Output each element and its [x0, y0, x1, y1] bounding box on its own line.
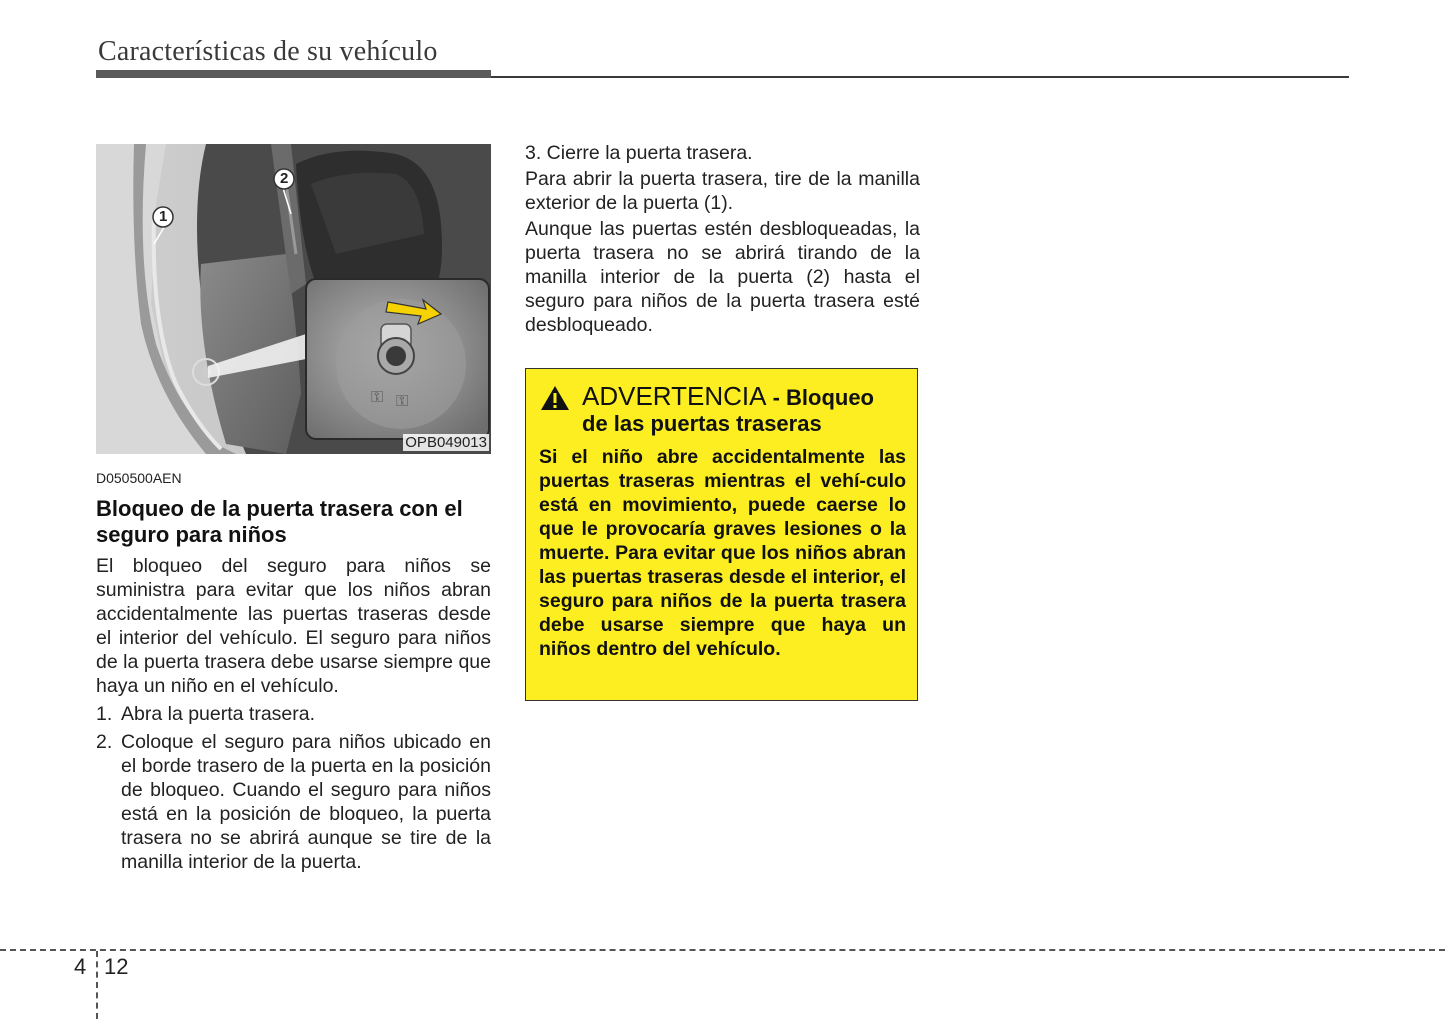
door-illustration — [96, 144, 491, 454]
warning-title-line2: de las puertas traseras — [582, 411, 822, 436]
step-number: 2. — [96, 731, 113, 753]
intro-paragraph: El bloqueo del seguro para niños se suministra para evitar que los niños abran accidentalmente las puertas traseras desde el interior del vehículo. El seguro para niños de la puerta trasera debe usarse siempre que haya un niño en el vehículo. — [96, 555, 491, 697]
warning-title-dash: - Bloqueo — [766, 385, 874, 410]
footer-vertical-rule — [96, 951, 98, 1019]
warning-header — [540, 383, 905, 437]
unlock-paragraph: Aunque las puertas estén desbloqueadas, la puerta trasera no se abrirá tirando de la manilla interior de la puerta (2) hasta el seguro para niños de la puerta trasera esté desbloqueado. — [525, 218, 920, 336]
document-code: D050500AEN — [96, 470, 182, 486]
left-column — [96, 470, 491, 878]
header-rule-thin — [491, 76, 1349, 78]
step-text: Coloque el seguro para niños ubicado en el borde trasero de la puerta en la posición de bloqueo. Cuando el seguro para niños está en la posición de bloqueo, la puerta trasera no se abrirá aunque se tire de la manilla interior de la puerta. — [121, 731, 491, 873]
step-item — [96, 702, 491, 726]
step-3-text: 3. Cierre la puerta trasera. — [525, 142, 753, 164]
child-lock-illustration — [96, 144, 491, 454]
header-rule-thick — [96, 70, 491, 78]
step-number: 1. — [96, 703, 113, 725]
warning-text: Si el niño abre accidentalmente las puertas traseras mientras el vehí-culo está en movimiento, puede caerse lo que le provocaría graves lesiones o la muerte. Para evitar que los niños abran las puertas traseras desde el interior, el seguro para niños de la puerta trasera debe usarse siempre que haya un niños dentro del vehículo. — [539, 446, 906, 660]
callout-2-label: 2 — [280, 170, 289, 187]
page-number: 12 — [104, 954, 129, 979]
section-heading: Bloqueo de la puerta trasera con el seguro para niños — [96, 496, 463, 547]
warning-title — [582, 383, 905, 437]
figure-code: OPB049013 — [405, 434, 487, 451]
step-item — [96, 730, 491, 874]
open-door-paragraph: Para abrir la puerta trasera, tire de la manilla exterior de la puerta (1). — [525, 168, 920, 214]
page-header-title: Características de su vehículo — [98, 36, 438, 67]
warning-title-main: ADVERTENCIA — [582, 381, 767, 411]
warning-triangle-icon — [540, 385, 570, 411]
step-text: Abra la puerta trasera. — [121, 703, 316, 725]
warning-box — [525, 368, 918, 701]
svg-text:⚿: ⚿ — [371, 387, 384, 406]
callout-1-label: 1 — [159, 208, 168, 225]
svg-text:⚿: ⚿ — [396, 391, 409, 410]
footer-dashed-rule — [0, 949, 1445, 951]
right-column — [525, 141, 920, 339]
chapter-number: 4 — [74, 954, 87, 979]
